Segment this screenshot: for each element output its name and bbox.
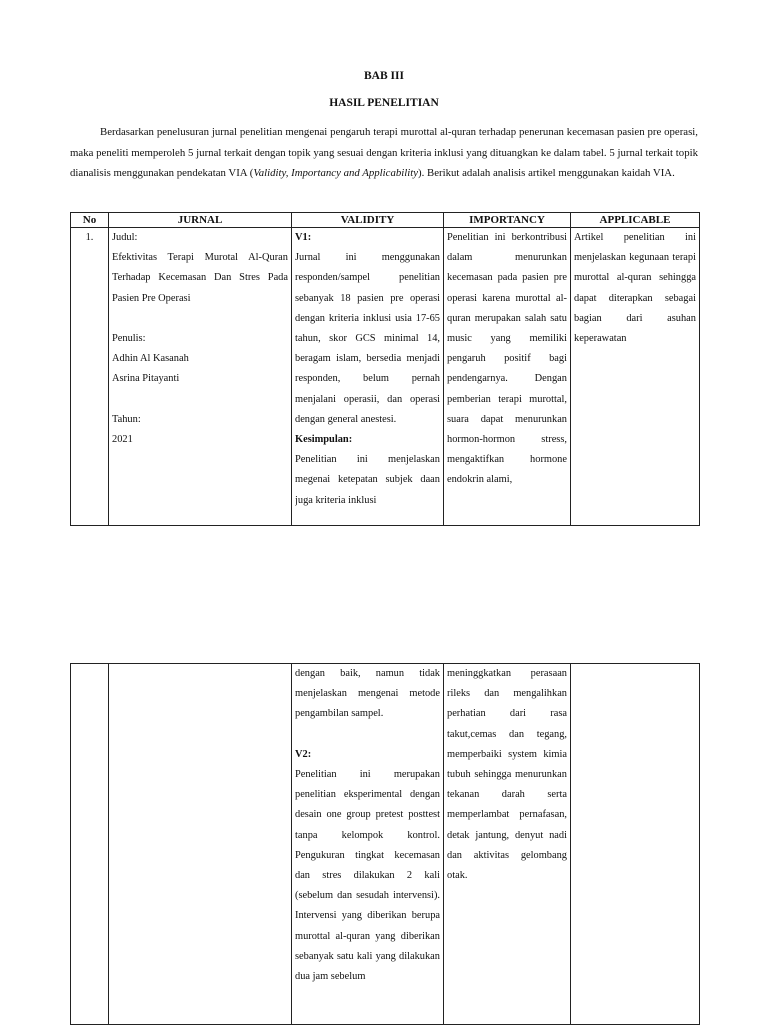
- chapter-heading: BAB III: [364, 70, 404, 82]
- chapter-title: HASIL PENELITIAN: [329, 97, 439, 109]
- table-row: [71, 664, 700, 1025]
- v1-label: V1:: [295, 232, 312, 243]
- validity-cont-text: dengan baik, namun tidak menjelaskan mengenai metode pengambilan sampel.: [295, 668, 440, 720]
- via-table-page2: [70, 663, 700, 1025]
- validity-cell-cont: [292, 664, 444, 1025]
- validity-cell: [292, 228, 444, 526]
- applicable-cell: [571, 228, 700, 526]
- intro-text-part1: Berdasarkan penelusuran jurnal penelitian mengenai pengaruh terapi murottal al-quran terhadap penerunan kecemasan pasien pre operasi, maka peneliti memperoleh 5 jurnal terkait dengan topik yang sesuai dengan kriteria inklusi yang dituangkan ke dalam tabel. 5 jurnal terkait topik dianalisis menggunakan pendekatan VIA (: [70, 126, 698, 179]
- judul-label: Judul:: [112, 232, 138, 243]
- table-header-row: [71, 213, 700, 228]
- header-jurnal: JURNAL: [109, 213, 292, 228]
- importancy-text: Penelitian ini berkontribusi dalam menurunkan kecemasan pada pasien pre operasi karena murottal al-quran merupakan salah satu music yang memiliki pengaruh positif bagi pendengarnya. Dengan pemberian terapi murottal, suara dapat menurunkan hormon-hormon stress, mengaktifkan hormone endokrin alami,: [447, 232, 567, 486]
- table-row: [71, 228, 700, 526]
- intro-text-italic: Validity, Importancy and Applicability: [253, 167, 419, 179]
- row-number-text: 1.: [85, 232, 94, 243]
- intro-text-part2: ). Berikut adalah analisis artikel menggunakan kaidah VIA.: [418, 167, 675, 179]
- jurnal-cell: [109, 228, 292, 526]
- v1-text: Jurnal ini menggunakan responden/sampel penelitian sebanyak 18 pasien pre operasi dengan kriteria inklusi usia 17-65 tahun, skor GCS minimal 14, beragam islam, bersedia menjadi responden, belum pernah menjalani operasii, dan operasi dengan general anestesi.: [295, 252, 440, 425]
- tahun-label: Tahun:: [112, 413, 141, 425]
- judul-text: Efektivitas Terapi Murotal Al-Quran Terhadap Kecemasan Dan Stres Pada Pasien Pre Operasi: [112, 252, 288, 304]
- intro-paragraph: [70, 122, 698, 184]
- v2-label: V2:: [295, 748, 312, 760]
- row-number: [71, 228, 109, 526]
- header-importancy: IMPORTANCY: [444, 213, 571, 228]
- applicable-text: Artikel penelitian ini menjelaskan kegunaan terapi murottal al-quran sehingga dapat diterapkan sebagai bagian dari asuhan keperawatan: [574, 232, 696, 345]
- importancy-cont-text: meninggkatkan perasaan rileks dan mengalihkan perhatian dari rasa takut,cemas dan tegang, memperbaiki system kimia tubuh sehingga menurunkan tekanan darah serta memperlambat pernafasan, detak jantung, denyut nadi dan aktivitas gelombang otak.: [447, 668, 567, 882]
- tahun-text: 2021: [112, 434, 133, 445]
- applicable-cell-cont: [571, 664, 700, 1025]
- jurnal-cell-cont: [109, 664, 292, 1025]
- row-number-cont: [71, 664, 109, 1025]
- via-table-page1: [70, 212, 700, 526]
- importancy-cell-cont: [444, 664, 571, 1025]
- header-validity: VALIDITY: [292, 213, 444, 228]
- header-applicable: APPLICABLE: [571, 213, 700, 228]
- header-no: No: [71, 213, 109, 228]
- kesimpulan-text: Penelitian ini menjelaskan megenai ketepatan subjek daan juga kriteria inklusi: [295, 454, 440, 506]
- importancy-cell: [444, 228, 571, 526]
- penulis-label: Penulis:: [112, 333, 146, 344]
- v2-text: Penelitian ini merupakan penelitian eksperimental dengan desain one group pretest posttest tanpa kelompok kontrol. Pengukuran tingkat kecemasan dan stres dilakukan 2 kali (sebelum dan sesudah intervensi). Intervensi yang diberikan berupa murottal al-quran yang diberikan sebanyak satu kali yang dilakukan dua jam sebelum: [295, 769, 440, 983]
- kesimpulan-label: Kesimpulan:: [295, 434, 353, 446]
- penulis-1: Adhin Al Kasanah: [112, 353, 189, 365]
- penulis-2: Asrina Pitayanti: [112, 373, 180, 385]
